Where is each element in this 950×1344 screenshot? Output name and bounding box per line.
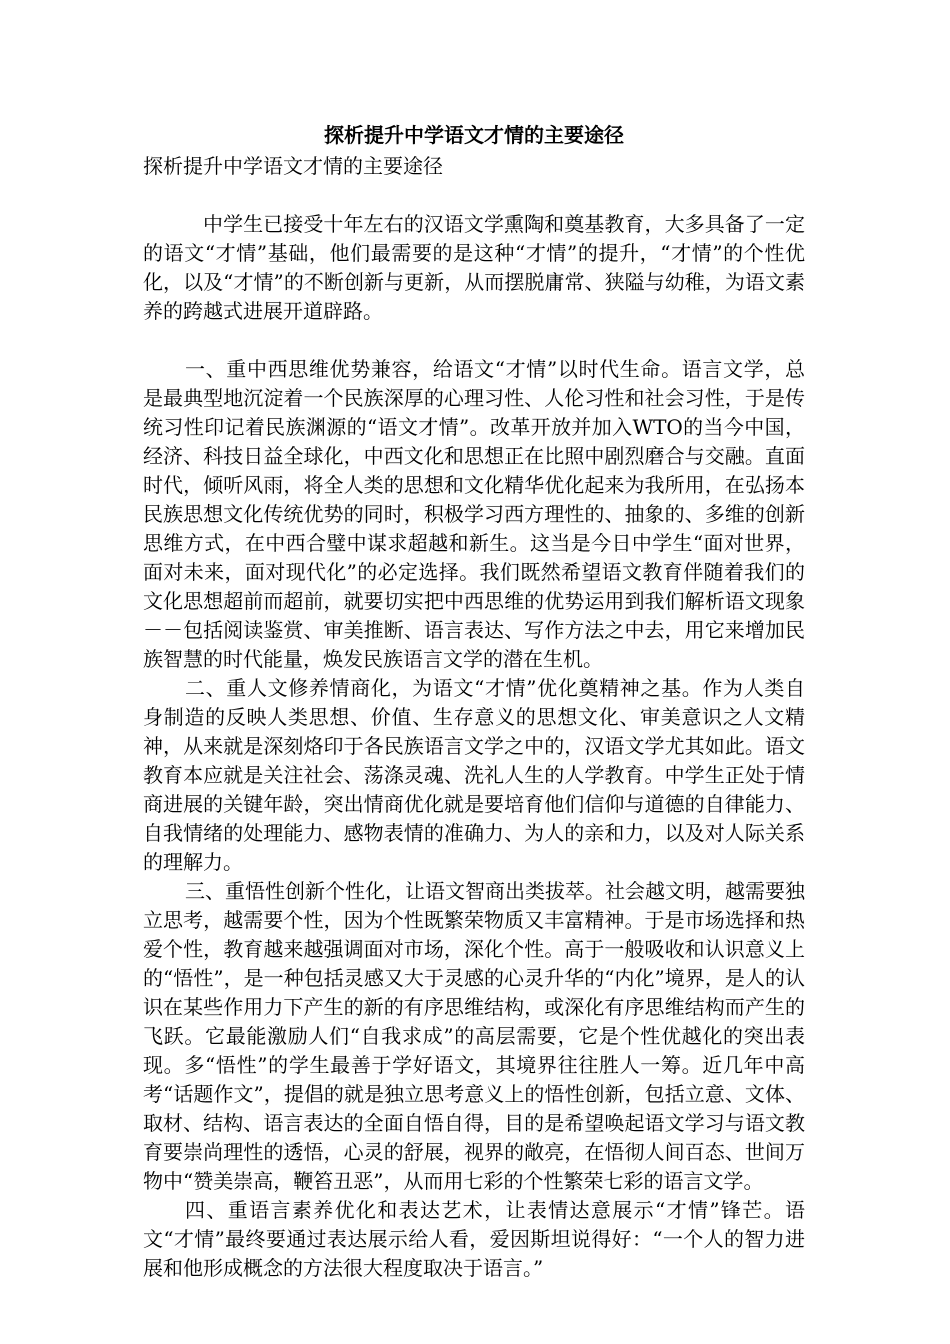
section-paragraph-1: 一、重中西思维优势兼容，给语文“才情”以时代生命。语言文学，总是最典型地沉淀着一个民族深厚的心理习性、人伦习性和社会习性，于是传统习性印记着民族渊源的“语文才情”。改革开放并加入WTO的当今中国，经济、科技日益全球化，中西文化和思想正在比照中剧烈磨合与交融。直面时代，倾听风雨，将全人类的思想和文化精华优化起来为我所用，在弘扬本民族思想文化传统优势的同时，积极学习西方理性的、抽象的、多维的创新思维方式，在中西合璧中谋求超越和新生。这当是今日中学生“面对世界，面对未来，面对现代化”的必定选择。我们既然希望语文教育伴随着我们的文化思想超前而超前，就要切实把中西思维的优势运用到我们解析语文现象－－包括阅读鉴赏、审美推断、语言表达、写作方法之中去，用它来增加民族智慧的时代能量，焕发民族语言文学的潜在生机。 — [143, 357, 805, 671]
document-page — [143, 118, 805, 1283]
section-paragraph-4: 四、重语言素养优化和表达艺术，让表情达意展示“才情”锋芒。语文“才情”最终要通过表达展示给人看，爱因斯坦说得好：“一个人的智力进展和他形成概念的方法很大程度取决于语言。” — [143, 1198, 805, 1280]
section-paragraph-3: 三、重悟性创新个性化，让语文智商出类拔萃。社会越文明，越需要独立思考，越需要个性，因为个性既繁荣物质又丰富精神。于是市场选择和热爱个性，教育越来越强调面对市场，深化个性。高于一般吸收和认识意义上的“悟性”，是一种包括灵感又大于灵感的心灵升华的“内化”境界，是人的认识在某些作用力下产生的新的有序思维结构，或深化有序思维结构而产生的飞跃。它最能激励人们“自我求成”的高层需要，它是个性优越化的突出表现。多“悟性”的学生最善于学好语文，其境界往往胜人一筹。近几年中高考“话题作文”，提倡的就是独立思考意义上的悟性创新，包括立意、文体、取材、结构、语言表达的全面自悟自得，目的是希望唤起语文学习与语文教育要崇尚理性的透悟，心灵的舒展，视界的敞亮，在悟彻人间百态、世间万物中“赞美崇高，鞭笞丑恶”，从而用七彩的个性繁荣七彩的语言文学。 — [143, 879, 805, 1193]
document-title: 探析提升中学语文才情的主要途径 — [324, 123, 624, 147]
document-subtitle: 探析提升中学语文才情的主要途径 — [143, 154, 443, 178]
intro-paragraph: 中学生已接受十年左右的汉语文学熏陶和奠基教育，大多具备了一定的语文“才情”基础，他们最需要的是这种“才情”的提升，“才情”的个性优化，以及“才情”的不断创新与更新，从而摆脱庸常、狭隘与幼稚，为语文素养的跨越式进展开道辟路。 — [143, 212, 805, 323]
section-paragraph-2: 二、重人文修养情商化，为语文“才情”优化奠精神之基。作为人类自身制造的反映人类思想、价值、生存意义的思想文化、审美意识之人文精神，从来就是深刻烙印于各民族语言文学之中的，汉语文学尤其如此。语文教育本应就是关注社会、荡涤灵魂、洗礼人生的人学教育。中学生正处于情商进展的关键年龄，突出情商优化就是要培育他们信仰与道德的自律能力、自我情绪的处理能力、感物表情的准确力、为人的亲和力，以及对人际关系的理解力。 — [143, 676, 805, 874]
